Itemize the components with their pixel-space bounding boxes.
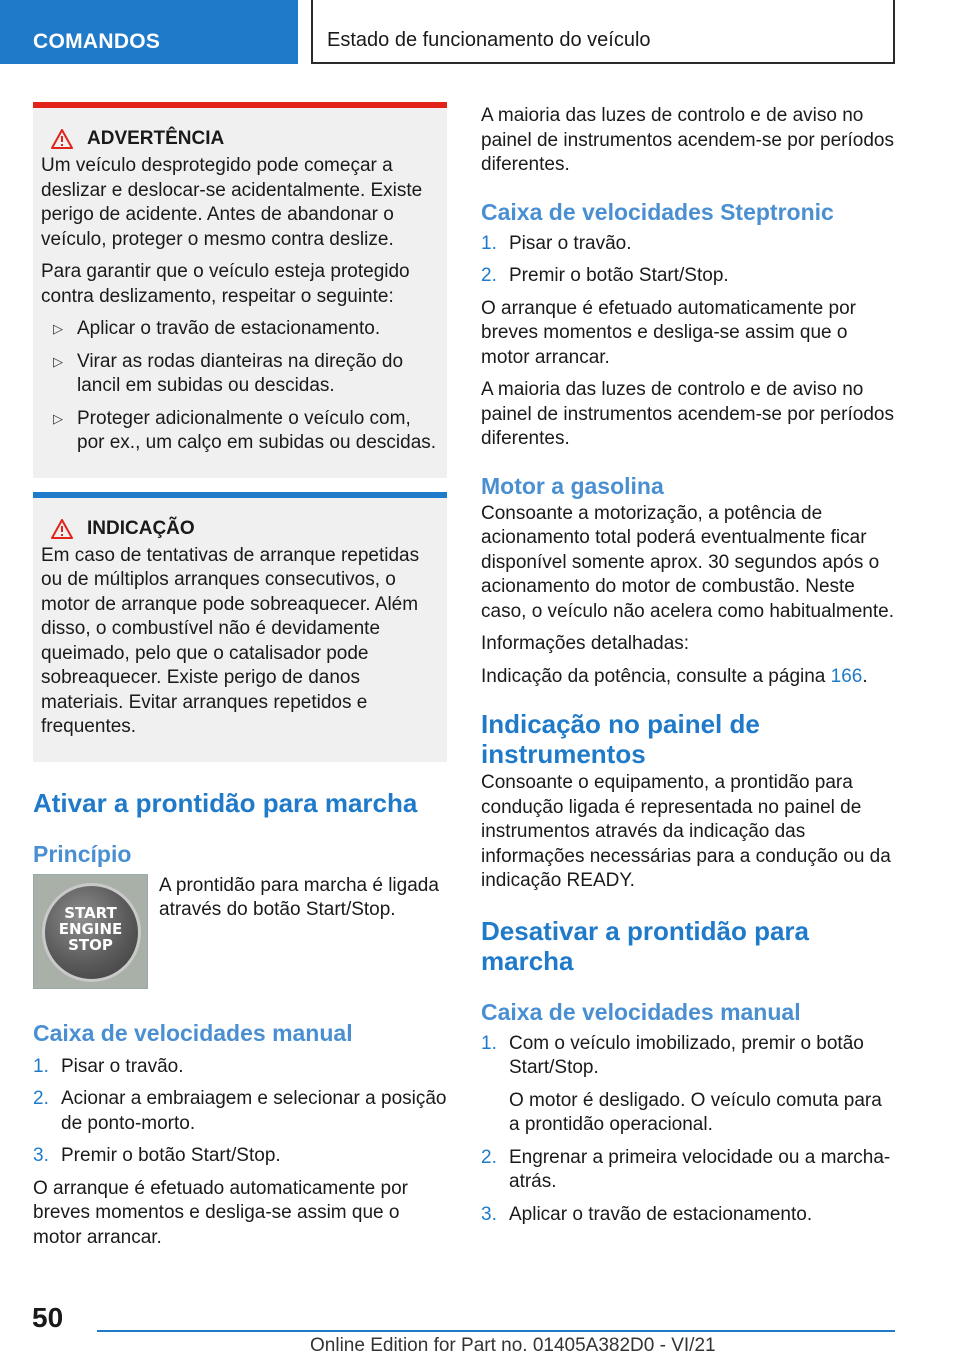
button-label-line: START	[64, 903, 117, 922]
manual2-steps	[481, 1032, 895, 1228]
list-item	[41, 350, 439, 399]
heading-steptronic: Caixa de velocidades Steptronic	[481, 198, 834, 225]
chapter-title: Estado de funcionamento do veículo	[327, 29, 651, 51]
intro-text: A maioria das luzes de controlo e de aviso no painel de instrumentos acendem-se por períodos diferentes.	[481, 105, 894, 175]
warning-triangle-icon	[51, 129, 73, 149]
page-link[interactable]: 166	[830, 665, 863, 687]
list-item	[41, 317, 439, 342]
petrol-reference	[481, 665, 895, 690]
principle-text: A prontidão para marcha é ligada através do botão Start/Stop.	[159, 874, 439, 920]
page-number: 50	[32, 1302, 64, 1333]
heading-activate: Ativar a prontidão para marcha	[33, 787, 418, 818]
step-item: 3. Aplicar o travão de estacionamento.	[481, 1203, 813, 1225]
button-image-label	[34, 905, 147, 953]
list-item-text: Aplicar o travão de estacionamento.	[77, 318, 381, 339]
notice-title	[41, 518, 439, 540]
step-item: 1. Pisar o travão.	[481, 232, 632, 254]
heading-manual-gearbox: Caixa de velocidades manual	[33, 1019, 353, 1046]
warning-box	[33, 102, 447, 478]
step-item: 3. Premir o botão Start/Stop.	[33, 1145, 281, 1166]
steptronic-after-text: O arranque é efetuado automaticamente por breves momentos e desliga-se assim que o motor arrancar.	[481, 297, 856, 368]
warning-list	[41, 317, 439, 456]
step-item: 1. Com o veículo imobilizado, premir o botão Start/Stop. O motor é desligado. O veículo comuta para a prontidão operacional.	[481, 1032, 895, 1138]
reference-end: .	[862, 665, 868, 687]
step-item: 2. Acionar a embraiagem e selecionar a posição de ponto-morto.	[33, 1088, 447, 1134]
petrol-text: Consoante a motorização, a potência de acionamento total poderá eventualmente ficar disponível somente aprox. 30 segundos após o acionamento do motor de combustão. Neste caso, o veículo não acelera como habitualmente.	[481, 502, 894, 622]
list-item	[41, 407, 439, 456]
heading-instrument-display: Indicação no painel de instrumentos	[481, 709, 760, 769]
notice-title-text: INDICAÇÃO	[87, 517, 195, 539]
steptronic-after-text: A maioria das luzes de controlo e de aviso no painel de instrumentos acendem-se por períodos diferentes.	[481, 379, 894, 449]
step-text: Pisar o travão.	[61, 1055, 184, 1077]
section-tab	[0, 0, 298, 64]
warning-triangle-icon	[51, 519, 73, 539]
steptronic-steps	[481, 232, 895, 289]
left-column	[33, 102, 447, 1258]
step-text: Acionar a embraiagem e selecionar a posição de ponto-morto.	[61, 1088, 447, 1134]
step-text: Com o veículo imobilizado, premir o botão Start/Stop.	[509, 1032, 864, 1078]
heading-manual-gearbox-2: Caixa de velocidades manual	[481, 998, 801, 1025]
footer-divider	[97, 1330, 895, 1332]
petrol-text: Informações detalhadas:	[481, 633, 690, 654]
button-label-line: STOP	[68, 935, 113, 954]
heading-deactivate: Desativar a prontidão para marcha	[481, 915, 809, 976]
principle-section	[33, 874, 447, 989]
step-item: 2. Engrenar a primeira velocidade ou a marcha-atrás.	[481, 1146, 891, 1192]
warning-paragraph: Para garantir que o veículo esteja protegido contra deslizamento, respeitar o seguinte:	[41, 261, 410, 307]
step-text: Engrenar a primeira velocidade ou a marcha-atrás.	[509, 1146, 891, 1192]
warning-title	[41, 128, 439, 150]
reference-text: Indicação da potência, consulte a página	[481, 665, 831, 687]
step-text: Pisar o travão.	[509, 232, 632, 254]
notice-box	[33, 492, 447, 762]
edition-text: Online Edition for Part no. 01405A382D0 - VI/21	[310, 1335, 716, 1356]
step-subtext: O motor é desligado. O veículo comuta para a prontidão operacional.	[509, 1089, 882, 1135]
warning-paragraph: Um veículo desprotegido pode começar a deslizar e deslocar-se acidentalmente. Existe perigo de acidente. Antes de abandonar o veículo, proteger o mesmo contra deslize.	[41, 155, 423, 250]
bullet-triangle-icon: ▷	[53, 410, 63, 426]
step-text: Premir o botão Start/Stop.	[61, 1145, 281, 1166]
step-item: 2. Premir o botão Start/Stop.	[481, 265, 729, 286]
right-column	[481, 104, 895, 1235]
manual-steps	[33, 1055, 447, 1169]
bullet-triangle-icon: ▷	[53, 353, 63, 369]
section-label: COMANDOS	[33, 30, 161, 53]
list-item-text: Virar as rodas dianteiras na direção do lancil em subidas ou descidas.	[77, 350, 404, 396]
heading-principle: Princípio	[33, 840, 132, 867]
heading-petrol-engine: Motor a gasolina	[481, 472, 664, 499]
chapter-header	[311, 0, 895, 64]
step-text: Aplicar o travão de estacionamento.	[509, 1203, 813, 1225]
warning-title-text: ADVERTÊNCIA	[87, 128, 225, 149]
start-stop-button-image	[33, 874, 148, 989]
manual-after-text: O arranque é efetuado automaticamente por breves momentos e desliga-se assim que o motor arrancar.	[33, 1177, 408, 1248]
list-item-text: Proteger adicionalmente o veículo com, por ex., um calço em subidas ou descidas.	[77, 407, 437, 453]
button-label-line: ENGINE	[58, 919, 123, 938]
notice-paragraph: Em caso de tentativas de arranque repetidas ou de múltiplos arranques consecutivos, o motor de arranque pode sobreaquecer. Além disso, o combustível não é devidamente queimado, pelo que o catalisador pode sobreaquecer. Existe perigo de danos materiais. Evitar arranques repetidos e frequentes.	[41, 544, 420, 737]
step-item: 1. Pisar o travão.	[33, 1055, 184, 1077]
step-text: Premir o botão Start/Stop.	[509, 265, 729, 286]
bullet-triangle-icon: ▷	[53, 321, 63, 336]
display-text: Consoante o equipamento, a prontidão para condução ligada é representada no painel de instrumentos através da indicação das informações necessárias para a condução ou da indicação READY.	[481, 772, 891, 891]
